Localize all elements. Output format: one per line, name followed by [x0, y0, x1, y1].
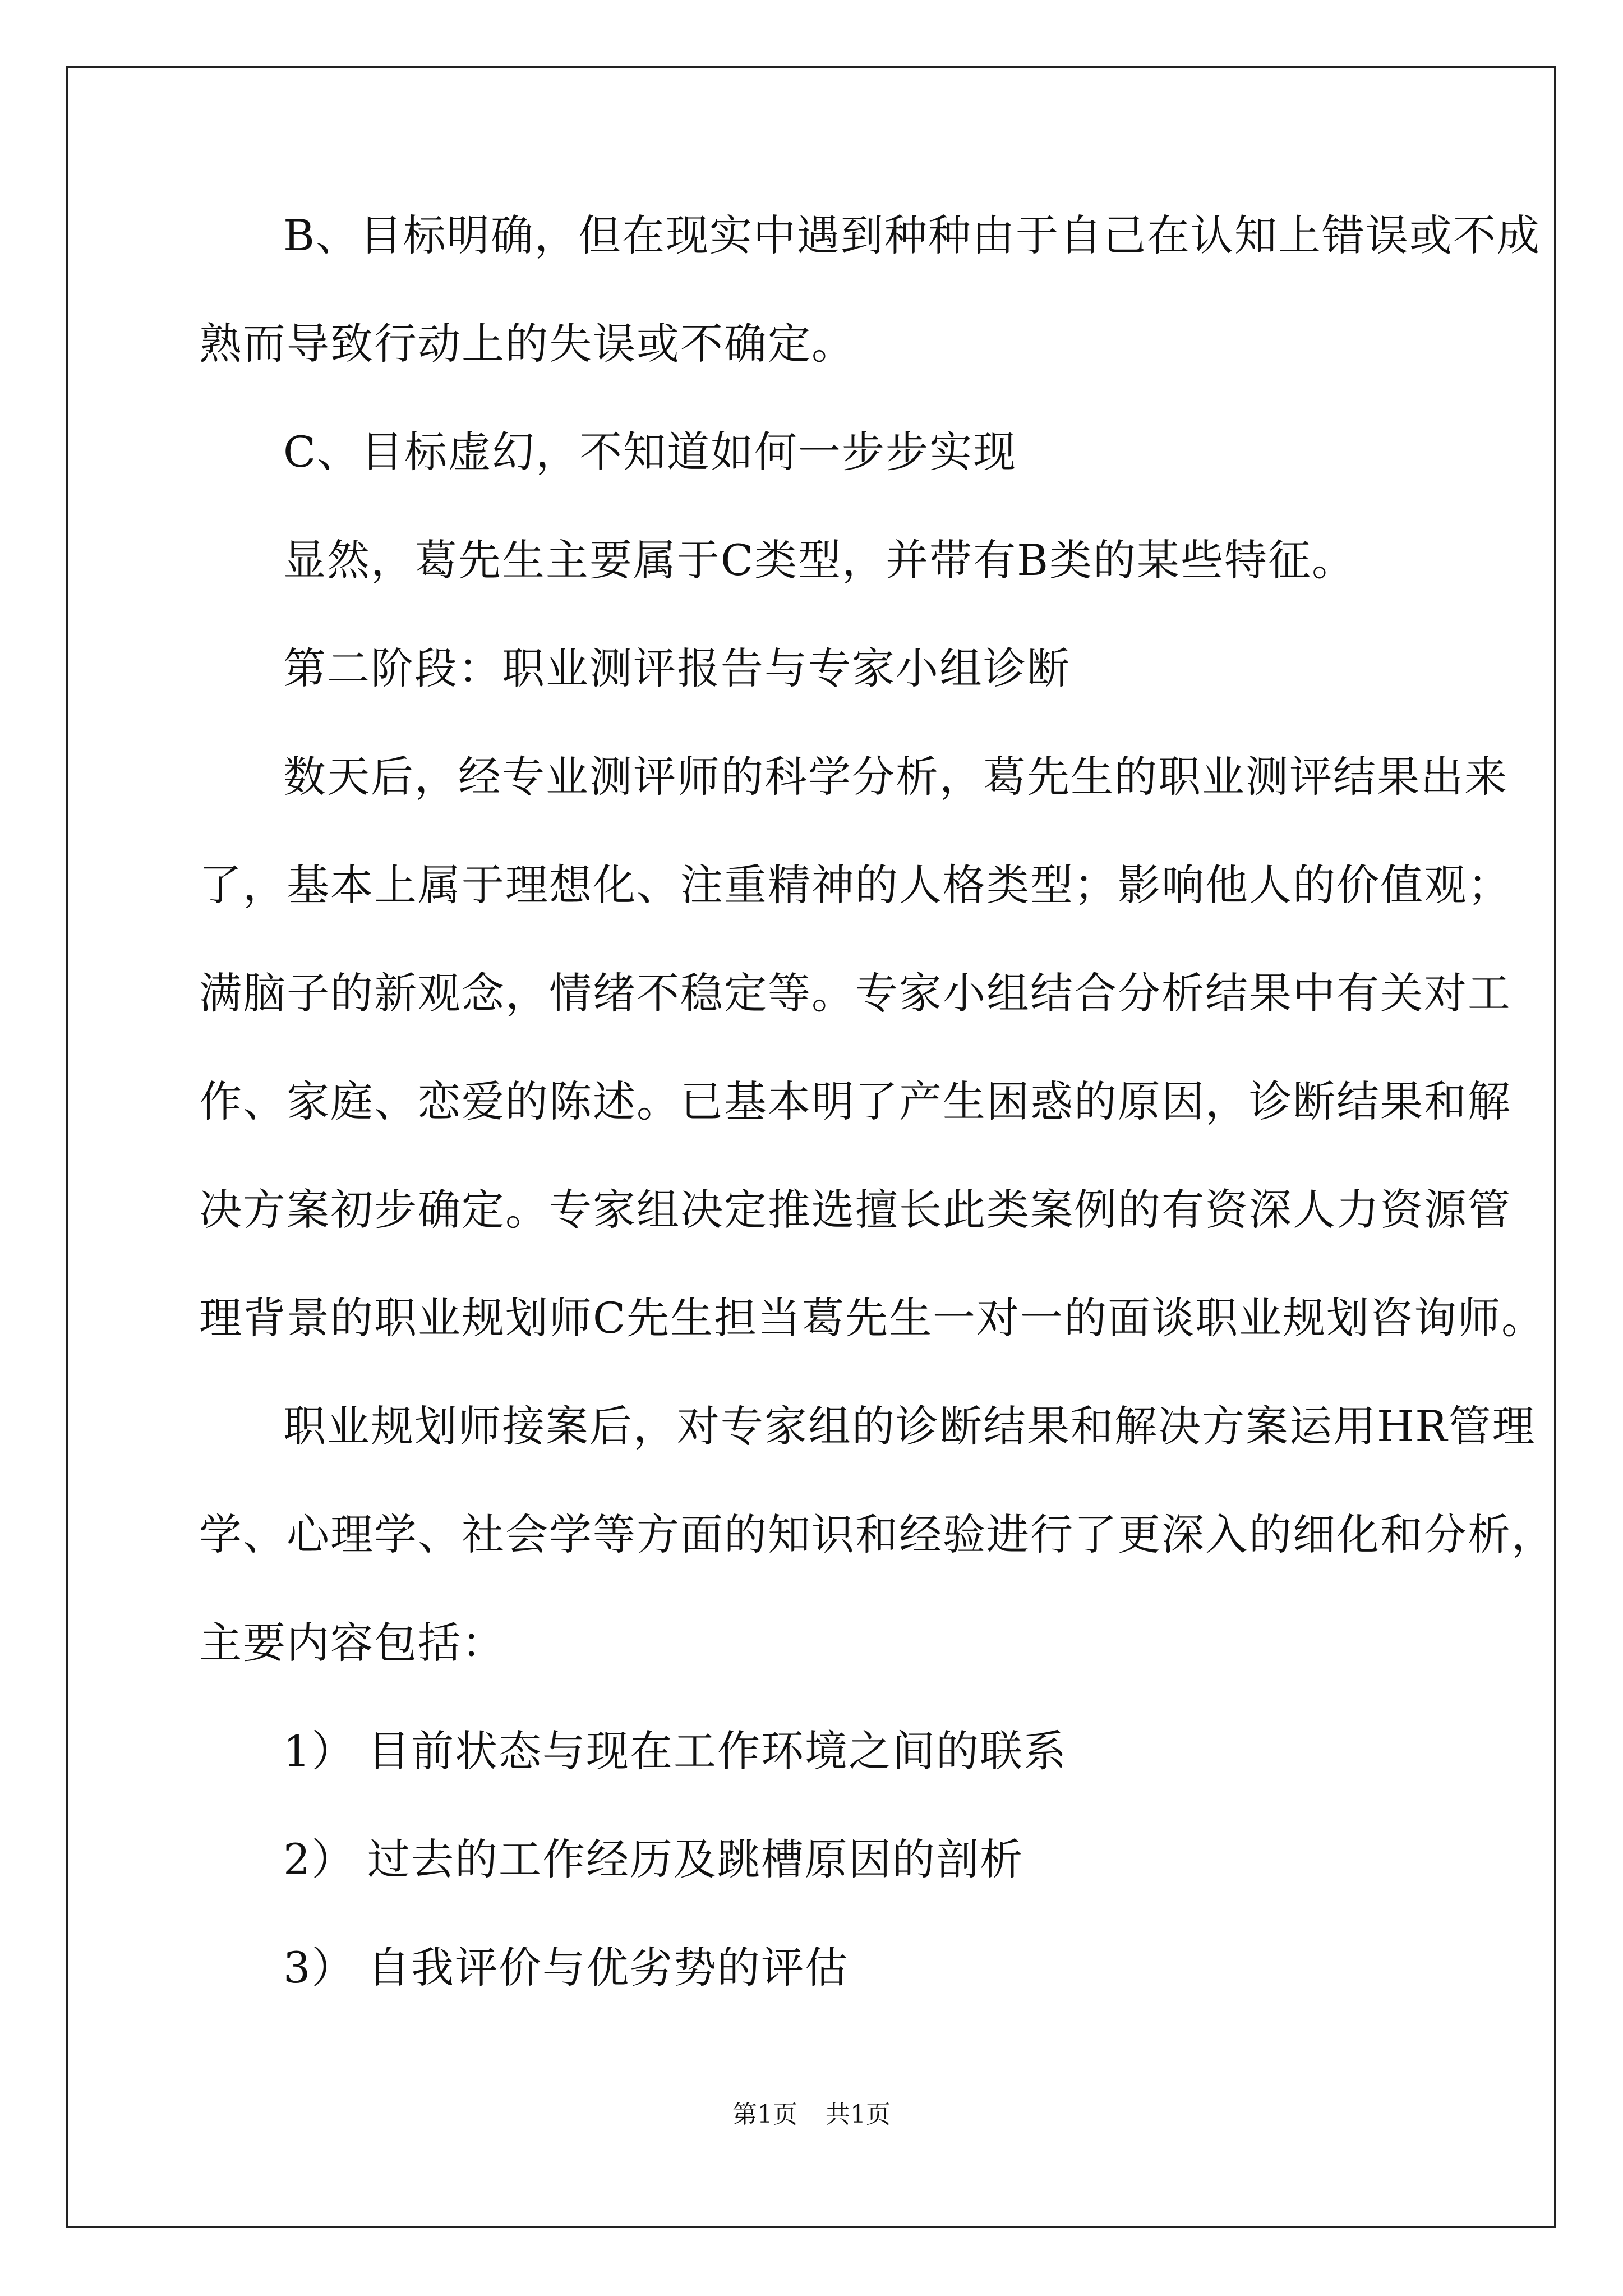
list-item-number: 3）	[283, 1943, 356, 1993]
page-total: 共1页	[826, 2100, 891, 2129]
paragraph-b-line-1: B、目标明确，但在现实中遇到种种由于自己在认知上错误或不成	[283, 210, 1541, 260]
paragraph-analysis-line-3: 满脑子的新观念，情绪不稳定等。专家小组结合分析结果中有关对工	[199, 968, 1511, 1018]
list-item-number: 1）	[283, 1726, 356, 1776]
paragraph-c: C、目标虚幻，不知道如何一步步实现	[283, 427, 1017, 477]
paragraph-analysis-line-1: 数天后，经专业测评师的科学分析，葛先生的职业测评结果出来	[283, 752, 1508, 802]
list-item	[283, 1832, 1023, 1888]
paragraph-analysis-line-5: 决方案初步确定。专家组决定推选擅长此类案例的有资深人力资源管	[199, 1185, 1511, 1235]
page-border	[66, 66, 1556, 2228]
paragraph-analysis-line-4: 作、家庭、恋爱的陈述。已基本明了产生困惑的原因，诊断结果和解	[199, 1076, 1511, 1126]
paragraph-planner-line-3: 主要内容包括：	[199, 1618, 505, 1668]
list-item-text: 目前状态与现在工作环境之间的联系	[367, 1726, 1067, 1776]
list-item	[283, 1723, 1067, 1779]
list-item	[283, 1940, 849, 1996]
page-footer	[0, 2098, 1623, 2132]
paragraph-planner-line-1: 职业规划师接案后，对专家组的诊断结果和解决方案运用HR管理	[283, 1401, 1536, 1451]
paragraph-planner-line-2: 学、心理学、社会学等方面的知识和经验进行了更深入的细化和分析，	[199, 1510, 1555, 1559]
list-item-text: 自我评价与优劣势的评估	[367, 1943, 849, 1993]
page-number: 第1页	[732, 2100, 797, 2129]
section-heading-stage-two: 第二阶段：职业测评报告与专家小组诊断	[283, 643, 1071, 693]
paragraph-conclusion: 显然，葛先生主要属于C类型，并带有B类的某些特征。	[283, 535, 1355, 585]
list-item-number: 2）	[283, 1834, 356, 1884]
paragraph-b-line-2: 熟而导致行动上的失误或不确定。	[199, 319, 855, 369]
paragraph-analysis-line-2: 了，基本上属于理想化、注重精神的人格类型；影响他人的价值观；	[199, 860, 1511, 910]
paragraph-analysis-line-6: 理背景的职业规划师C先生担当葛先生一对一的面谈职业规划咨询师。	[199, 1293, 1546, 1343]
list-item-text: 过去的工作经历及跳槽原因的剖析	[367, 1834, 1023, 1884]
